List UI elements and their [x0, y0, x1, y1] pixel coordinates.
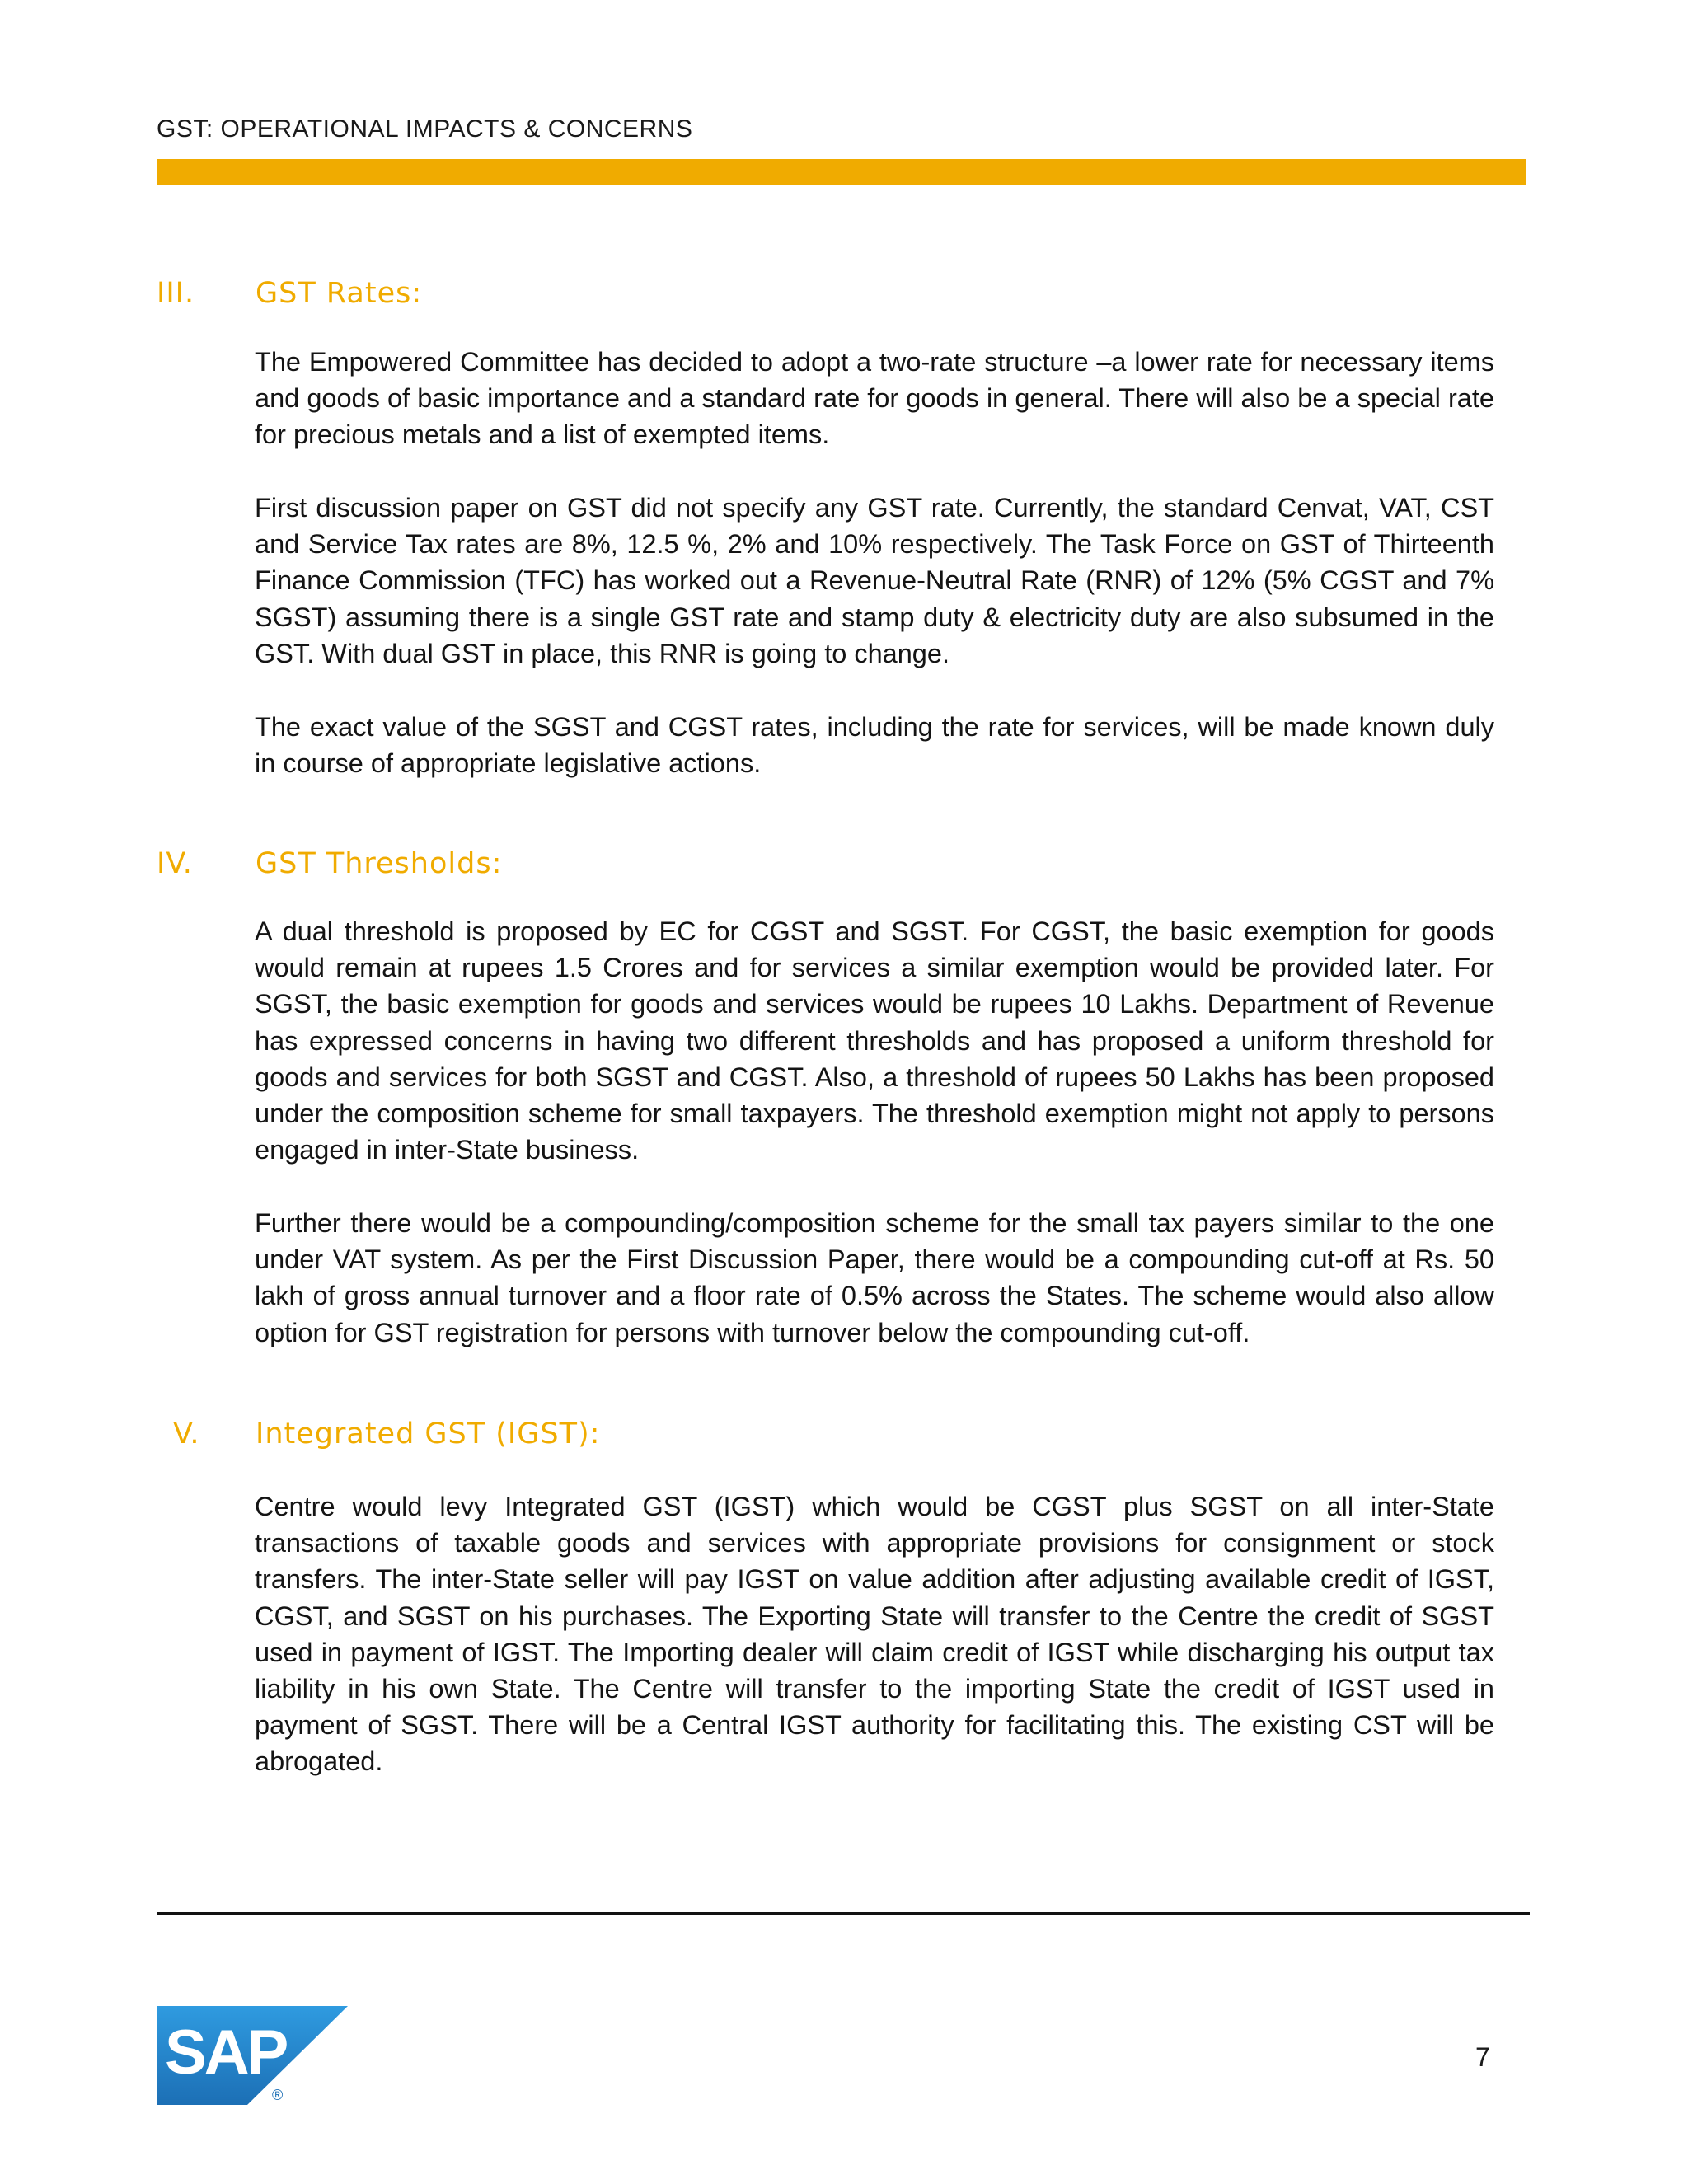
- registered-mark: ®: [272, 2087, 284, 2103]
- section-heading-gst-rates: [157, 277, 422, 310]
- header-accent-bar: [157, 159, 1526, 185]
- document-header-title: GST: OPERATIONAL IMPACTS & CONCERNS: [157, 115, 693, 143]
- paragraph-gst-thresholds-2: Further there would be a compounding/composition scheme for the small tax payers similar to the one under VAT system. As per the First Discussion Paper, there would be a compounding cut-off at Rs. 50 lakh of gross annual turnover and a floor rate of 0.5% across the States. The scheme would also allow option for GST registration for persons with turnover below the compounding cut-off.: [255, 1208, 1494, 1347]
- paragraph-gst-rates-1: The Empowered Committee has decided to adopt a two-rate structure –a lower rate for necessary items and goods of basic importance and a standard rate for goods in general. There will also be a special rate for precious metals and a list of exempted items.: [255, 347, 1494, 450]
- section-title: Integrated GST (IGST):: [256, 1418, 601, 1451]
- section-title: GST Rates:: [256, 277, 423, 310]
- section-title: GST Thresholds:: [256, 847, 503, 880]
- paragraph-gst-rates-2: First discussion paper on GST did not specify any GST rate. Currently, the standard Cenvat, VAT, CST and Service Tax rates are 8%, 12.5 %, 2% and 10% respectively. The Task Force on GST of Thirteenth Finance Commission (TFC) has worked out a Revenue-Neutral Rate (RNR) of 12% (5% CGST and 7% SGST) assuming there is a single GST rate and stamp duty & electricity duty are also subsumed in the GST. With dual GST in place, this RNR is going to change.: [255, 493, 1494, 668]
- section-heading-gst-thresholds: [157, 847, 502, 880]
- paragraph-gst-thresholds-1: A dual threshold is proposed by EC for CGST and SGST. For CGST, the basic exemption for goods would remain at rupees 1.5 Crores and for services a similar exemption would be provided later. For SGST, the basic exemption for goods and services would be rupees 10 Lakhs. Department of Revenue has expressed concerns in having two different thresholds and has proposed a uniform threshold for goods and services for both SGST and CGST. Also, a threshold of rupees 50 Lakhs has been proposed under the composition scheme for small taxpayers. The threshold exemption might not apply to persons engaged in inter-State business.: [255, 916, 1494, 1165]
- sap-logo: [157, 2006, 348, 2105]
- sap-logo-text: SAP: [165, 2018, 287, 2088]
- footer-divider: [157, 1912, 1530, 1915]
- paragraph-gst-rates-3: The exact value of the SGST and CGST rates, including the rate for services, will be made known duly in course of appropriate legislative actions.: [255, 712, 1494, 779]
- section-heading-integrated-gst: [173, 1418, 600, 1451]
- section-number: V.: [173, 1418, 200, 1451]
- paragraph-integrated-gst-1: Centre would levy Integrated GST (IGST) which would be CGST plus SGST on all inter-State transactions of taxable goods and services with appropriate provisions for consignment or stock transfers. The inter-State seller will pay IGST on value addition after adjusting available credit of IGST, CGST, and SGST on his purchases. The Exporting State will transfer to the Centre the credit of SGST used in payment of IGST. The Importing dealer will claim credit of IGST while discharging his output tax liability in his own State. The Centre will transfer to the importing State the credit of IGST used in payment of SGST. There will be a Central IGST authority for facilitating this. The existing CST will be abrogated.: [255, 1492, 1494, 1777]
- section-number: III.: [157, 277, 195, 310]
- section-number: IV.: [157, 847, 193, 880]
- page-number: 7: [1475, 2042, 1490, 2072]
